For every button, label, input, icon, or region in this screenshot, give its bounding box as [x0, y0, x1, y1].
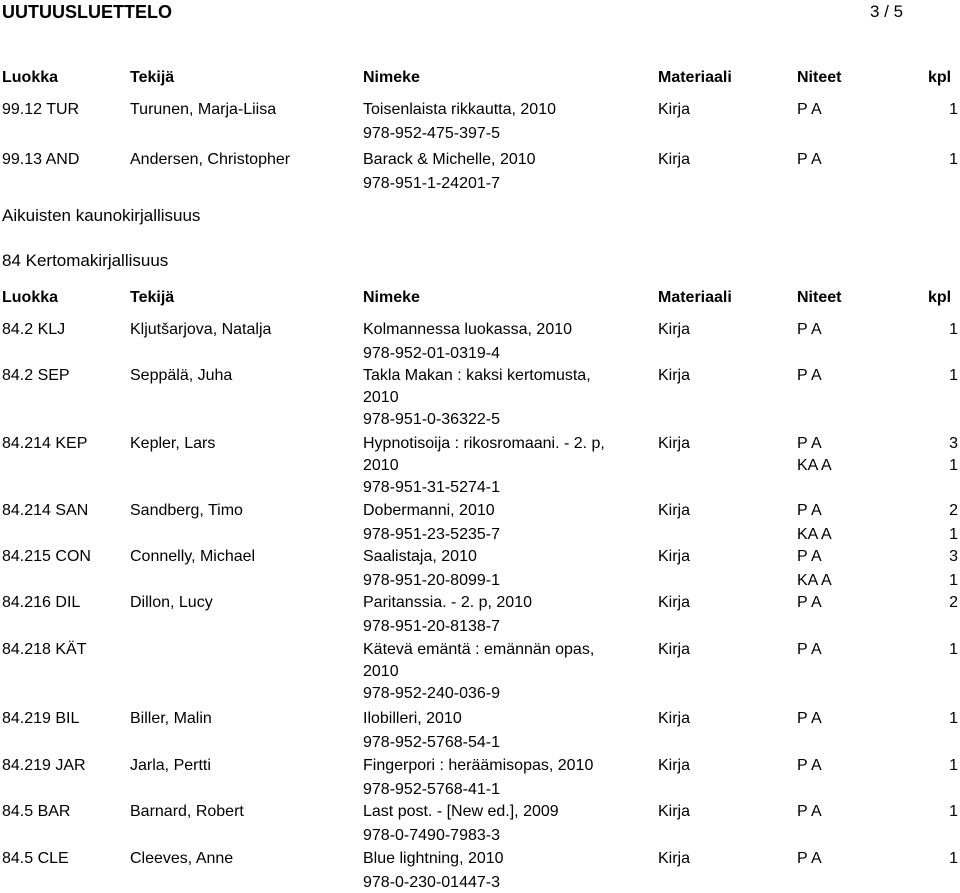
cell-niteet: P A: [797, 850, 822, 867]
cell-niteet: P A: [797, 101, 822, 118]
cell-kpl: 1: [949, 151, 958, 168]
cell-kpl-extra: 1: [949, 457, 958, 474]
cell-kpl: 2: [949, 502, 958, 519]
page-number: 3 / 5: [870, 2, 904, 21]
cell-kpl: 1: [949, 710, 958, 727]
cell-luokka: 84.219 JAR: [2, 757, 86, 774]
cell-nimeke: Kätevä emäntä : emännän opas,: [363, 641, 595, 658]
cell-nimeke: Barack & Michelle, 2010: [363, 151, 536, 168]
cell-isbn: 978-952-01-0319-4: [363, 345, 500, 362]
cell-tekija: Sandberg, Timo: [130, 502, 243, 519]
cell-nimeke: Fingerpori : heräämisopas, 2010: [363, 757, 594, 774]
cell-materiaali: Kirja: [658, 850, 691, 867]
cell-niteet-extra: KA A: [797, 457, 832, 474]
cell-materiaali: Kirja: [658, 594, 691, 611]
cell-materiaali: Kirja: [658, 502, 691, 519]
cell-kpl-extra: 1: [949, 526, 958, 543]
cell-niteet: P A: [797, 757, 822, 774]
cell-isbn: 978-951-0-36322-5: [363, 411, 500, 428]
cell-nimeke: Kolmannessa luokassa, 2010: [363, 321, 573, 338]
cell-luokka: 84.215 CON: [2, 548, 91, 565]
cell-niteet: P A: [797, 502, 822, 519]
cell-isbn: 978-951-31-5274-1: [363, 479, 500, 496]
cell-materiaali: Kirja: [658, 548, 691, 565]
cell-isbn: 978-951-20-8138-7: [363, 618, 500, 635]
column-header-niteet: Niteet: [797, 289, 842, 306]
cell-niteet: P A: [797, 641, 822, 658]
cell-nimeke: Toisenlaista rikkautta, 2010: [363, 101, 556, 118]
column-header-kpl: kpl: [928, 69, 952, 86]
column-header-materiaali: Materiaali: [658, 69, 732, 86]
cell-niteet: P A: [797, 367, 822, 384]
cell-niteet: P A: [797, 710, 822, 727]
cell-materiaali: Kirja: [658, 435, 691, 452]
cell-materiaali: Kirja: [658, 710, 691, 727]
cell-kpl: 1: [949, 321, 958, 338]
cell-luokka: 99.12 TUR: [2, 101, 80, 118]
cell-tekija: Turunen, Marja-Liisa: [130, 101, 277, 118]
cell-tekija: Seppälä, Juha: [130, 367, 233, 384]
cell-kpl-extra: 1: [949, 572, 958, 589]
column-header-tekija: Tekijä: [130, 69, 175, 86]
cell-isbn: 978-952-475-397-5: [363, 125, 500, 142]
cell-isbn: 978-951-20-8099-1: [363, 572, 500, 589]
cell-materiaali: Kirja: [658, 151, 691, 168]
cell-niteet: P A: [797, 548, 822, 565]
cell-luokka: 84.2 SEP: [2, 367, 70, 384]
cell-isbn: 978-952-5768-54-1: [363, 734, 500, 751]
cell-niteet-extra: KA A: [797, 526, 832, 543]
cell-luokka: 84.5 CLE: [2, 850, 69, 867]
cell-nimeke: Blue lightning, 2010: [363, 850, 504, 867]
cell-isbn: 978-952-5768-41-1: [363, 781, 500, 798]
cell-niteet: P A: [797, 594, 822, 611]
cell-niteet: P A: [797, 435, 822, 452]
cell-kpl: 1: [949, 641, 958, 658]
cell-niteet: P A: [797, 803, 822, 820]
cell-isbn: 978-951-1-24201-7: [363, 175, 500, 192]
cell-nimeke: Last post. - [New ed.], 2009: [363, 803, 559, 820]
cell-luokka: 84.2 KLJ: [2, 321, 66, 338]
cell-niteet: P A: [797, 151, 822, 168]
cell-kpl: 1: [949, 367, 958, 384]
cell-kpl: 3: [949, 548, 958, 565]
cell-isbn: 978-951-23-5235-7: [363, 526, 500, 543]
column-header-nimeke: Nimeke: [363, 69, 420, 86]
cell-kpl: 1: [949, 850, 958, 867]
cell-nimeke: Paritanssia. - 2. p, 2010: [363, 594, 532, 611]
cell-luokka: 99.13 AND: [2, 151, 80, 168]
cell-kpl: 1: [949, 757, 958, 774]
cell-materiaali: Kirja: [658, 367, 691, 384]
cell-nimeke-cont: 2010: [363, 457, 399, 474]
column-header-luokka: Luokka: [2, 289, 59, 306]
column-header-niteet: Niteet: [797, 69, 842, 86]
cell-tekija: Andersen, Christopher: [130, 151, 291, 168]
cell-kpl: 1: [949, 101, 958, 118]
cell-luokka: 84.219 BIL: [2, 710, 80, 727]
cell-kpl: 3: [949, 435, 958, 452]
cell-tekija: Dillon, Lucy: [130, 594, 213, 611]
cell-niteet-extra: KA A: [797, 572, 832, 589]
column-header-luokka: Luokka: [2, 69, 59, 86]
cell-materiaali: Kirja: [658, 757, 691, 774]
cell-luokka: 84.5 BAR: [2, 803, 71, 820]
cell-tekija: Cleeves, Anne: [130, 850, 234, 867]
cell-tekija: Kljutšarjova, Natalja: [130, 321, 272, 338]
cell-isbn: 978-0-7490-7983-3: [363, 827, 500, 844]
cell-nimeke: Dobermanni, 2010: [363, 502, 495, 519]
cell-luokka: 84.214 KEP: [2, 435, 88, 452]
cell-tekija: Barnard, Robert: [130, 803, 244, 820]
cell-nimeke: Takla Makan : kaksi kertomusta,: [363, 367, 591, 384]
cell-materiaali: Kirja: [658, 641, 691, 658]
cell-isbn: 978-952-240-036-9: [363, 685, 500, 702]
cell-materiaali: Kirja: [658, 803, 691, 820]
cell-kpl: 1: [949, 803, 958, 820]
column-header-tekija: Tekijä: [130, 289, 175, 306]
subgroup-heading: 84 Kertomakirjallisuus: [2, 251, 169, 270]
cell-nimeke: Hypnotisoija : rikosromaani. - 2. p,: [363, 435, 605, 452]
cell-nimeke: Saalistaja, 2010: [363, 548, 477, 565]
cell-tekija: Connelly, Michael: [130, 548, 256, 565]
cell-tekija: Jarla, Pertti: [130, 757, 211, 774]
cell-nimeke-cont: 2010: [363, 663, 399, 680]
cell-luokka: 84.218 KÄT: [2, 641, 87, 658]
cell-nimeke-cont: 2010: [363, 389, 399, 406]
cell-nimeke: Ilobilleri, 2010: [363, 710, 462, 727]
cell-materiaali: Kirja: [658, 321, 691, 338]
cell-materiaali: Kirja: [658, 101, 691, 118]
column-header-nimeke: Nimeke: [363, 289, 420, 306]
cell-luokka: 84.216 DIL: [2, 594, 81, 611]
cell-kpl: 2: [949, 594, 958, 611]
cell-niteet: P A: [797, 321, 822, 338]
group-heading: Aikuisten kaunokirjallisuus: [2, 206, 201, 225]
cell-luokka: 84.214 SAN: [2, 502, 89, 519]
page-title: UUTUUSLUETTELO: [2, 2, 172, 22]
column-header-materiaali: Materiaali: [658, 289, 732, 306]
cell-tekija: Biller, Malin: [130, 710, 212, 727]
cell-tekija: Kepler, Lars: [130, 435, 216, 452]
cell-isbn: 978-0-230-01447-3: [363, 874, 500, 891]
column-header-kpl: kpl: [928, 289, 952, 306]
